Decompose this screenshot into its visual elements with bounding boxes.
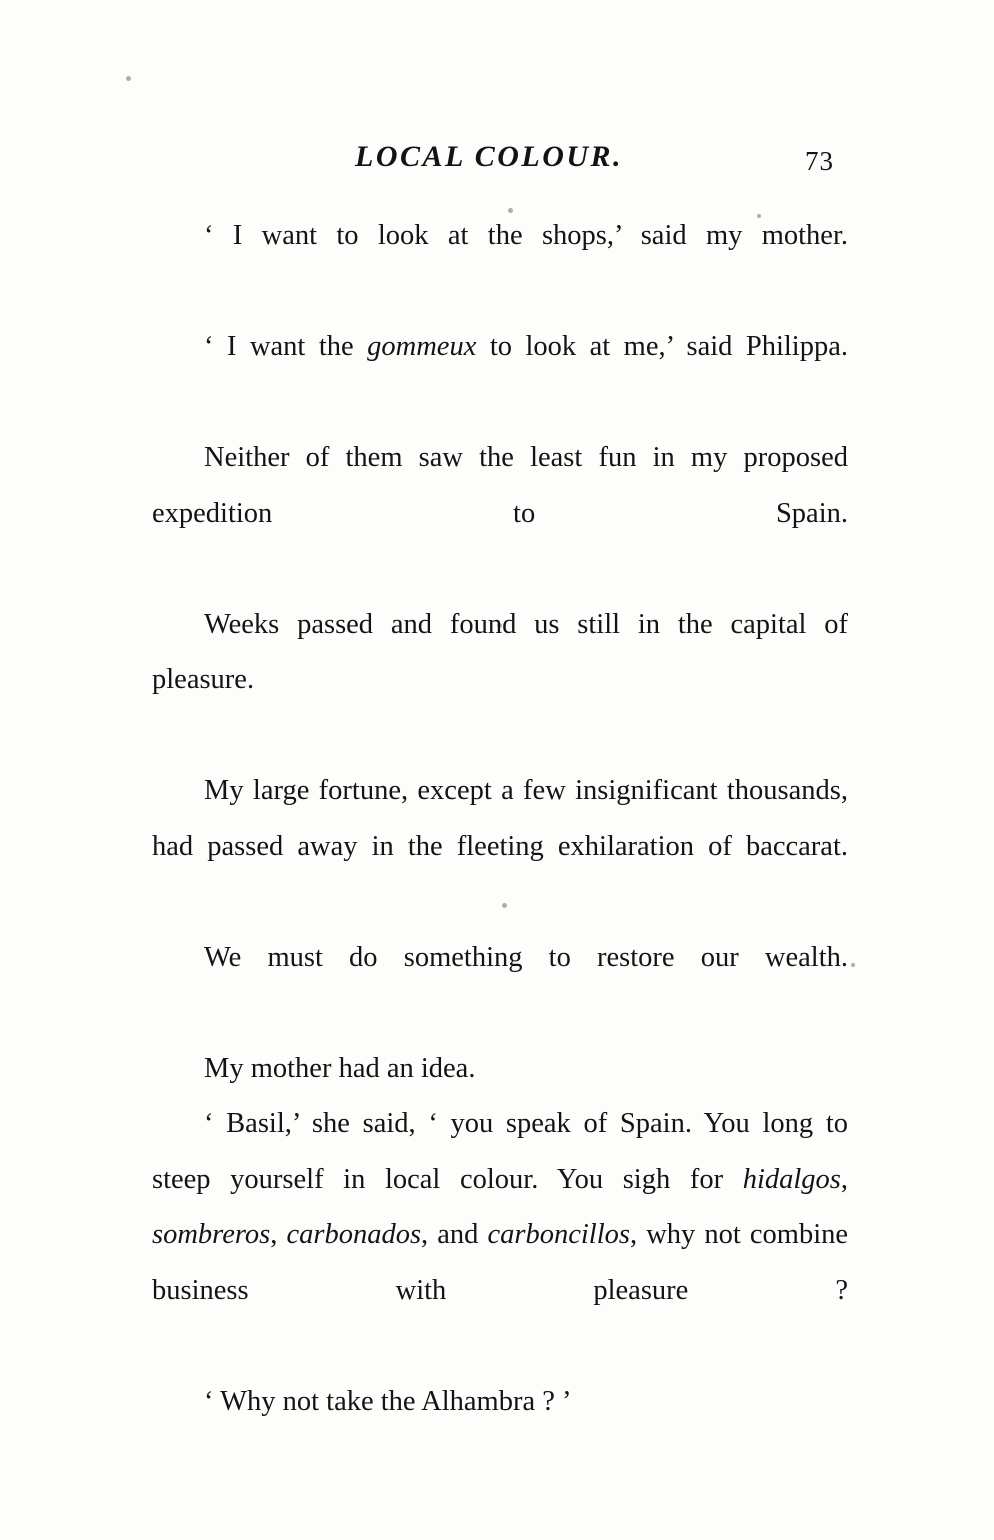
paragraph: ‘ Why not take the Alhambra ? ’ (204, 1385, 572, 1417)
page-title: LOCAL COLOUR. (355, 140, 624, 173)
scan-speckle (851, 963, 855, 967)
paragraph: Weeks passed and found us still in the capital of pleasure. (152, 608, 848, 695)
paragraph: ‘ Basil,’ she said, ‘ you speak of Spain. You long to steep yourself in local colour. You sigh for hidalgos, sombreros, carbonados, and carboncillos, why not combine business with pleasure ? (152, 1108, 849, 1306)
body-text (152, 208, 848, 1429)
paragraph: My mother had an idea. (204, 1052, 476, 1084)
paragraph: We must do something to restore our wealth. (204, 941, 848, 973)
paragraph: Neither of them saw the least fun in my proposed expedition to Spain. (152, 442, 848, 529)
page-number: 73 (805, 146, 834, 176)
paragraph: My large fortune, except a few insignificant thousands, had passed away in the fleeting exhilaration of baccarat. (152, 775, 848, 862)
running-head (150, 140, 850, 184)
scan-speckle (126, 76, 131, 81)
paragraph: ‘ I want the gommeux to look at me,’ said Philippa. (204, 331, 848, 362)
paragraph: ‘ I want to look at the shops,’ said my mother. (204, 220, 848, 251)
